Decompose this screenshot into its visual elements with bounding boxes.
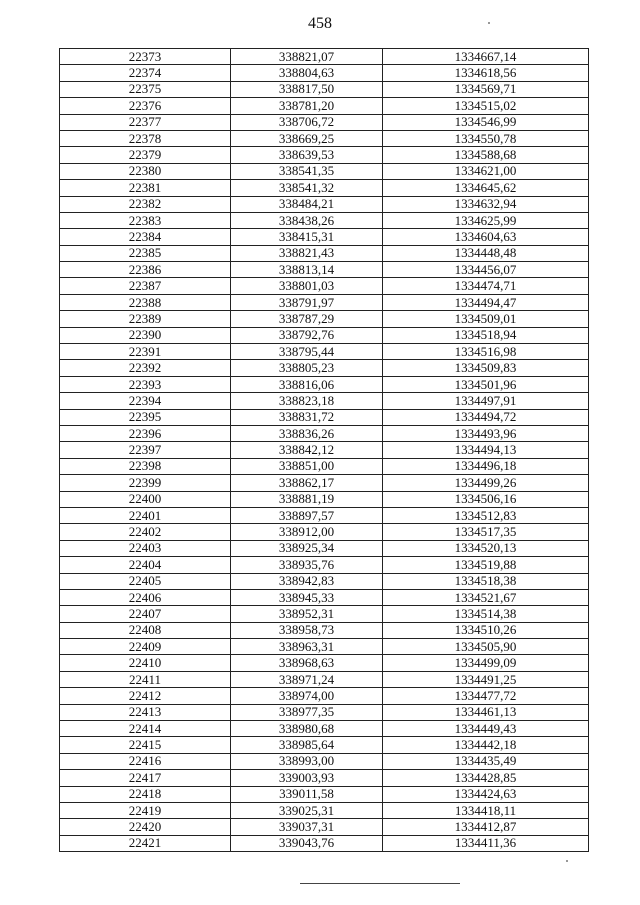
table-row bbox=[60, 753, 589, 769]
x-coordinate-cell: 338792,76 bbox=[231, 327, 383, 343]
table-row bbox=[60, 376, 589, 392]
y-coordinate-cell: 1334550,78 bbox=[383, 130, 589, 146]
y-coordinate-cell: 1334497,91 bbox=[383, 393, 589, 409]
point-number-cell: 22387 bbox=[60, 278, 231, 294]
table-row bbox=[60, 81, 589, 97]
x-coordinate-cell: 338816,06 bbox=[231, 376, 383, 392]
table-row bbox=[60, 491, 589, 507]
point-number-cell: 22412 bbox=[60, 688, 231, 704]
table-row bbox=[60, 278, 589, 294]
bottom-rule bbox=[300, 883, 460, 884]
point-number-cell: 22397 bbox=[60, 442, 231, 458]
point-number-cell: 22382 bbox=[60, 196, 231, 212]
table-row bbox=[60, 311, 589, 327]
table-row bbox=[60, 180, 589, 196]
point-number-cell: 22377 bbox=[60, 114, 231, 130]
y-coordinate-cell: 1334509,83 bbox=[383, 360, 589, 376]
table-row bbox=[60, 442, 589, 458]
point-number-cell: 22402 bbox=[60, 524, 231, 540]
x-coordinate-cell: 339025,31 bbox=[231, 802, 383, 818]
x-coordinate-cell: 338912,00 bbox=[231, 524, 383, 540]
x-coordinate-cell: 338952,31 bbox=[231, 606, 383, 622]
point-number-cell: 22383 bbox=[60, 212, 231, 228]
x-coordinate-cell: 338484,21 bbox=[231, 196, 383, 212]
table-row bbox=[60, 622, 589, 638]
y-coordinate-cell: 1334667,14 bbox=[383, 49, 589, 65]
table-row bbox=[60, 65, 589, 81]
scan-speck bbox=[566, 860, 568, 862]
table-row bbox=[60, 475, 589, 491]
y-coordinate-cell: 1334477,72 bbox=[383, 688, 589, 704]
y-coordinate-cell: 1334499,26 bbox=[383, 475, 589, 491]
table-row bbox=[60, 458, 589, 474]
point-number-cell: 22380 bbox=[60, 163, 231, 179]
x-coordinate-cell: 339037,31 bbox=[231, 819, 383, 835]
point-number-cell: 22416 bbox=[60, 753, 231, 769]
table-row bbox=[60, 507, 589, 523]
table-row bbox=[60, 245, 589, 261]
x-coordinate-cell: 338804,63 bbox=[231, 65, 383, 81]
x-coordinate-cell: 338669,25 bbox=[231, 130, 383, 146]
y-coordinate-cell: 1334645,62 bbox=[383, 180, 589, 196]
point-number-cell: 22379 bbox=[60, 147, 231, 163]
y-coordinate-cell: 1334494,72 bbox=[383, 409, 589, 425]
x-coordinate-cell: 339003,93 bbox=[231, 770, 383, 786]
y-coordinate-cell: 1334516,98 bbox=[383, 344, 589, 360]
point-number-cell: 22373 bbox=[60, 49, 231, 65]
y-coordinate-cell: 1334496,18 bbox=[383, 458, 589, 474]
point-number-cell: 22415 bbox=[60, 737, 231, 753]
point-number-cell: 22414 bbox=[60, 721, 231, 737]
y-coordinate-cell: 1334493,96 bbox=[383, 425, 589, 441]
table-row bbox=[60, 786, 589, 802]
y-coordinate-cell: 1334621,00 bbox=[383, 163, 589, 179]
table-row bbox=[60, 130, 589, 146]
x-coordinate-cell: 338823,18 bbox=[231, 393, 383, 409]
x-coordinate-cell: 338881,19 bbox=[231, 491, 383, 507]
y-coordinate-cell: 1334418,11 bbox=[383, 802, 589, 818]
y-coordinate-cell: 1334474,71 bbox=[383, 278, 589, 294]
x-coordinate-cell: 338415,31 bbox=[231, 229, 383, 245]
y-coordinate-cell: 1334506,16 bbox=[383, 491, 589, 507]
y-coordinate-cell: 1334604,63 bbox=[383, 229, 589, 245]
point-number-cell: 22376 bbox=[60, 98, 231, 114]
table-row bbox=[60, 163, 589, 179]
table-row bbox=[60, 557, 589, 573]
x-coordinate-cell: 338977,35 bbox=[231, 704, 383, 720]
x-coordinate-cell: 338791,97 bbox=[231, 294, 383, 310]
point-number-cell: 22374 bbox=[60, 65, 231, 81]
table-row bbox=[60, 212, 589, 228]
x-coordinate-cell: 338993,00 bbox=[231, 753, 383, 769]
y-coordinate-cell: 1334514,38 bbox=[383, 606, 589, 622]
table-row bbox=[60, 229, 589, 245]
table-row bbox=[60, 802, 589, 818]
y-coordinate-cell: 1334491,25 bbox=[383, 671, 589, 687]
point-number-cell: 22411 bbox=[60, 671, 231, 687]
point-number-cell: 22408 bbox=[60, 622, 231, 638]
x-coordinate-cell: 338831,72 bbox=[231, 409, 383, 425]
y-coordinate-cell: 1334449,43 bbox=[383, 721, 589, 737]
point-number-cell: 22401 bbox=[60, 507, 231, 523]
x-coordinate-cell: 338821,43 bbox=[231, 245, 383, 261]
y-coordinate-cell: 1334509,01 bbox=[383, 311, 589, 327]
x-coordinate-cell: 338541,32 bbox=[231, 180, 383, 196]
table-row bbox=[60, 114, 589, 130]
x-coordinate-cell: 338813,14 bbox=[231, 262, 383, 278]
x-coordinate-cell: 338971,24 bbox=[231, 671, 383, 687]
point-number-cell: 22413 bbox=[60, 704, 231, 720]
point-number-cell: 22375 bbox=[60, 81, 231, 97]
y-coordinate-cell: 1334501,96 bbox=[383, 376, 589, 392]
point-number-cell: 22384 bbox=[60, 229, 231, 245]
x-coordinate-cell: 338706,72 bbox=[231, 114, 383, 130]
x-coordinate-cell: 338821,07 bbox=[231, 49, 383, 65]
x-coordinate-cell: 338805,23 bbox=[231, 360, 383, 376]
point-number-cell: 22389 bbox=[60, 311, 231, 327]
x-coordinate-cell: 338925,34 bbox=[231, 540, 383, 556]
y-coordinate-cell: 1334518,38 bbox=[383, 573, 589, 589]
x-coordinate-cell: 338968,63 bbox=[231, 655, 383, 671]
table-row bbox=[60, 770, 589, 786]
table-row bbox=[60, 688, 589, 704]
x-coordinate-cell: 338985,64 bbox=[231, 737, 383, 753]
point-number-cell: 22406 bbox=[60, 589, 231, 605]
x-coordinate-cell: 338935,76 bbox=[231, 557, 383, 573]
y-coordinate-cell: 1334461,13 bbox=[383, 704, 589, 720]
x-coordinate-cell: 338963,31 bbox=[231, 639, 383, 655]
x-coordinate-cell: 338980,68 bbox=[231, 721, 383, 737]
x-coordinate-cell: 338842,12 bbox=[231, 442, 383, 458]
table-row bbox=[60, 835, 589, 851]
y-coordinate-cell: 1334412,87 bbox=[383, 819, 589, 835]
point-number-cell: 22390 bbox=[60, 327, 231, 343]
x-coordinate-cell: 338438,26 bbox=[231, 212, 383, 228]
point-number-cell: 22419 bbox=[60, 802, 231, 818]
point-number-cell: 22393 bbox=[60, 376, 231, 392]
y-coordinate-cell: 1334520,13 bbox=[383, 540, 589, 556]
table-row bbox=[60, 98, 589, 114]
table-row bbox=[60, 606, 589, 622]
y-coordinate-cell: 1334494,47 bbox=[383, 294, 589, 310]
table-row bbox=[60, 147, 589, 163]
y-coordinate-cell: 1334448,48 bbox=[383, 245, 589, 261]
table-row bbox=[60, 737, 589, 753]
y-coordinate-cell: 1334428,85 bbox=[383, 770, 589, 786]
point-number-cell: 22407 bbox=[60, 606, 231, 622]
table-row bbox=[60, 294, 589, 310]
y-coordinate-cell: 1334546,99 bbox=[383, 114, 589, 130]
table-row bbox=[60, 425, 589, 441]
y-coordinate-cell: 1334569,71 bbox=[383, 81, 589, 97]
point-number-cell: 22381 bbox=[60, 180, 231, 196]
point-number-cell: 22378 bbox=[60, 130, 231, 146]
point-number-cell: 22394 bbox=[60, 393, 231, 409]
table-row bbox=[60, 655, 589, 671]
table-row bbox=[60, 573, 589, 589]
coordinates-table-body bbox=[60, 49, 589, 852]
x-coordinate-cell: 338781,20 bbox=[231, 98, 383, 114]
point-number-cell: 22396 bbox=[60, 425, 231, 441]
x-coordinate-cell: 338942,83 bbox=[231, 573, 383, 589]
point-number-cell: 22385 bbox=[60, 245, 231, 261]
y-coordinate-cell: 1334625,99 bbox=[383, 212, 589, 228]
y-coordinate-cell: 1334424,63 bbox=[383, 786, 589, 802]
y-coordinate-cell: 1334512,83 bbox=[383, 507, 589, 523]
y-coordinate-cell: 1334411,36 bbox=[383, 835, 589, 851]
scan-speck bbox=[488, 22, 490, 24]
table-row bbox=[60, 639, 589, 655]
point-number-cell: 22388 bbox=[60, 294, 231, 310]
table-row bbox=[60, 49, 589, 65]
table-row bbox=[60, 344, 589, 360]
x-coordinate-cell: 338817,50 bbox=[231, 81, 383, 97]
table-row bbox=[60, 262, 589, 278]
table-row bbox=[60, 589, 589, 605]
y-coordinate-cell: 1334510,26 bbox=[383, 622, 589, 638]
point-number-cell: 22398 bbox=[60, 458, 231, 474]
point-number-cell: 22403 bbox=[60, 540, 231, 556]
point-number-cell: 22409 bbox=[60, 639, 231, 655]
point-number-cell: 22405 bbox=[60, 573, 231, 589]
x-coordinate-cell: 338974,00 bbox=[231, 688, 383, 704]
point-number-cell: 22392 bbox=[60, 360, 231, 376]
y-coordinate-cell: 1334435,49 bbox=[383, 753, 589, 769]
y-coordinate-cell: 1334442,18 bbox=[383, 737, 589, 753]
x-coordinate-cell: 338787,29 bbox=[231, 311, 383, 327]
table-row bbox=[60, 524, 589, 540]
x-coordinate-cell: 338945,33 bbox=[231, 589, 383, 605]
table-row bbox=[60, 393, 589, 409]
table-row bbox=[60, 704, 589, 720]
y-coordinate-cell: 1334618,56 bbox=[383, 65, 589, 81]
y-coordinate-cell: 1334505,90 bbox=[383, 639, 589, 655]
y-coordinate-cell: 1334499,09 bbox=[383, 655, 589, 671]
point-number-cell: 22400 bbox=[60, 491, 231, 507]
y-coordinate-cell: 1334519,88 bbox=[383, 557, 589, 573]
y-coordinate-cell: 1334632,94 bbox=[383, 196, 589, 212]
x-coordinate-cell: 338639,53 bbox=[231, 147, 383, 163]
point-number-cell: 22410 bbox=[60, 655, 231, 671]
x-coordinate-cell: 338862,17 bbox=[231, 475, 383, 491]
point-number-cell: 22399 bbox=[60, 475, 231, 491]
table-row bbox=[60, 327, 589, 343]
y-coordinate-cell: 1334515,02 bbox=[383, 98, 589, 114]
x-coordinate-cell: 338541,35 bbox=[231, 163, 383, 179]
point-number-cell: 22418 bbox=[60, 786, 231, 802]
y-coordinate-cell: 1334456,07 bbox=[383, 262, 589, 278]
x-coordinate-cell: 338851,00 bbox=[231, 458, 383, 474]
table-row bbox=[60, 671, 589, 687]
table-row bbox=[60, 196, 589, 212]
coordinates-table bbox=[59, 48, 589, 852]
table-row bbox=[60, 540, 589, 556]
point-number-cell: 22395 bbox=[60, 409, 231, 425]
y-coordinate-cell: 1334494,13 bbox=[383, 442, 589, 458]
x-coordinate-cell: 338836,26 bbox=[231, 425, 383, 441]
point-number-cell: 22404 bbox=[60, 557, 231, 573]
x-coordinate-cell: 338801,03 bbox=[231, 278, 383, 294]
x-coordinate-cell: 338795,44 bbox=[231, 344, 383, 360]
x-coordinate-cell: 339043,76 bbox=[231, 835, 383, 851]
table-row bbox=[60, 409, 589, 425]
point-number-cell: 22391 bbox=[60, 344, 231, 360]
page-number: 458 bbox=[308, 15, 332, 32]
point-number-cell: 22421 bbox=[60, 835, 231, 851]
y-coordinate-cell: 1334521,67 bbox=[383, 589, 589, 605]
table-row bbox=[60, 360, 589, 376]
point-number-cell: 22386 bbox=[60, 262, 231, 278]
point-number-cell: 22417 bbox=[60, 770, 231, 786]
y-coordinate-cell: 1334518,94 bbox=[383, 327, 589, 343]
y-coordinate-cell: 1334517,35 bbox=[383, 524, 589, 540]
table-row bbox=[60, 721, 589, 737]
point-number-cell: 22420 bbox=[60, 819, 231, 835]
y-coordinate-cell: 1334588,68 bbox=[383, 147, 589, 163]
table-row bbox=[60, 819, 589, 835]
x-coordinate-cell: 338897,57 bbox=[231, 507, 383, 523]
x-coordinate-cell: 338958,73 bbox=[231, 622, 383, 638]
x-coordinate-cell: 339011,58 bbox=[231, 786, 383, 802]
